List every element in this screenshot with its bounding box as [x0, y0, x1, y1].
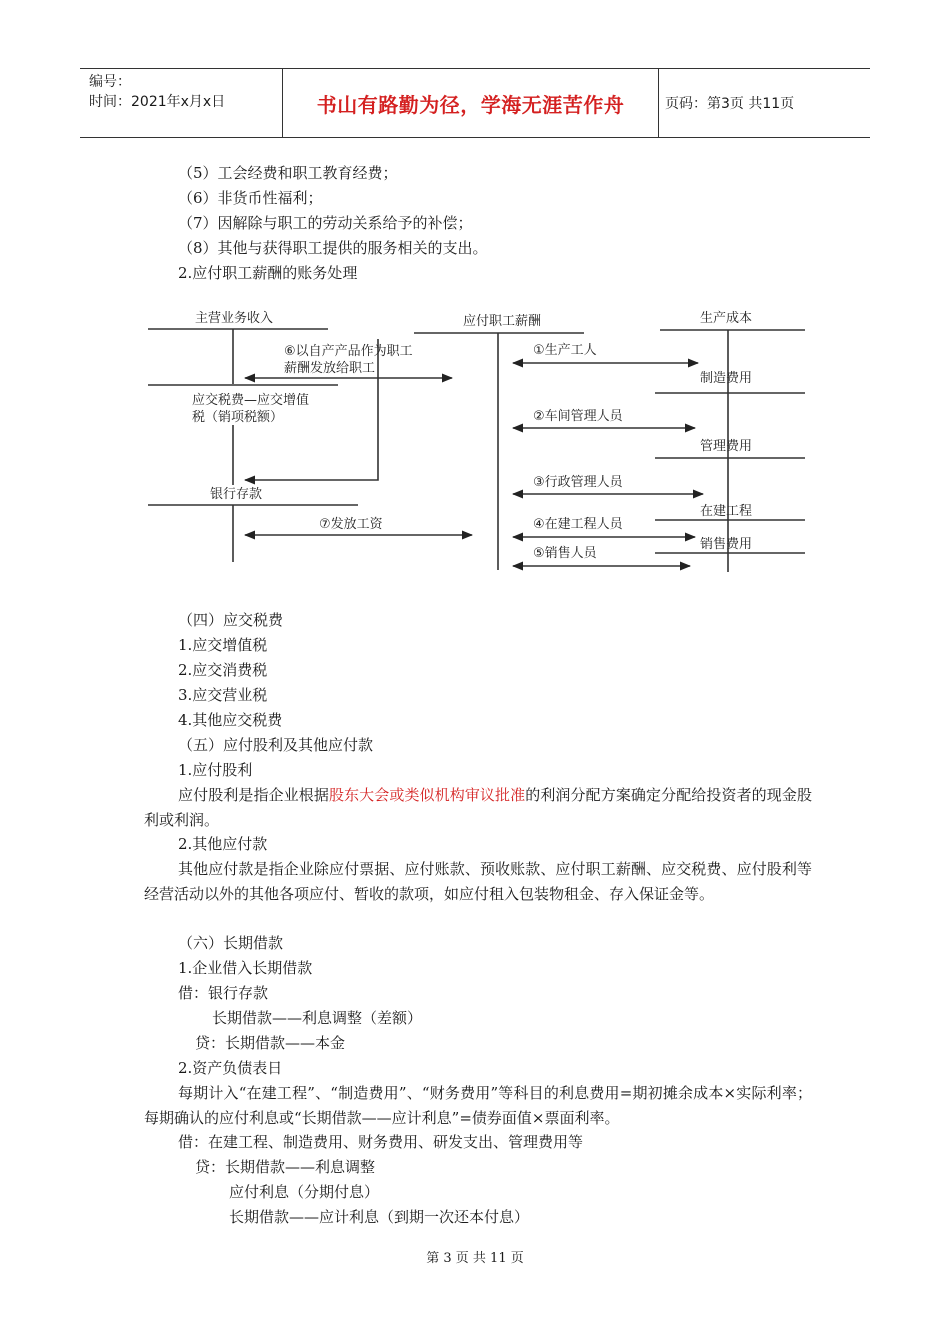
dividend-highlight: 股东大会或类似机构审议批准 — [328, 786, 526, 804]
code-label: 编号： — [89, 74, 131, 90]
section-heading: （六）长期借款 — [178, 934, 284, 952]
list-item: （5）工会经费和职工教育经费； — [178, 164, 398, 182]
journal-line: 借：银行存款 — [178, 984, 269, 1002]
journal-line: 长期借款——应计利息（到期一次还本付息） — [229, 1208, 530, 1226]
journal-line: 借：在建工程、制造费用、财务费用、研发支出、管理费用等 — [178, 1133, 584, 1151]
list-item: （6）非货币性福利； — [178, 189, 323, 207]
list-item: 3.应交营业税 — [178, 686, 268, 704]
flow4-label: ④在建工程人员 — [533, 517, 623, 532]
flow6-label-line2: 薪酬发放给职工 — [284, 361, 376, 376]
other-payable-paragraph: 其他应付款是指企业除应付票据、应付账款、预收账款、应付职工薪酬、应交税费、应付股利等经营活动以外的其他各项应付、暂收的款项，如应付租入包装物租金、存入保证金等。 — [144, 860, 812, 903]
acct-selling-expense: 销售费用 — [700, 537, 753, 552]
acct-vat-line1: 应交税费—应交增值 — [192, 393, 310, 408]
section-heading: 2.应付职工薪酬的账务处理 — [178, 264, 358, 282]
list-item: 1.应交增值税 — [178, 636, 268, 654]
page-info: 页码：第3页 共11页 — [665, 96, 795, 112]
flow7-label: ⑦发放工资 — [319, 517, 383, 532]
dividend-text-after: 的利润分配方案确定分配给投资者的现金股利或利润。 — [144, 786, 812, 829]
page-footer: 第 3 页 共 11 页 — [426, 1251, 524, 1266]
list-item: （7）因解除与职工的劳动关系给予的补偿； — [178, 214, 473, 232]
list-item: 2.应交消费税 — [178, 661, 268, 679]
journal-line: 贷：长期借款——利息调整 — [195, 1158, 376, 1176]
list-item: 2.资产负债表日 — [178, 1059, 283, 1077]
acct-main-revenue: 主营业务收入 — [195, 311, 274, 326]
journal-line: 长期借款——利息调整（差额） — [212, 1009, 423, 1027]
flow6-label-line1: ⑥以自产产品作为职工 — [284, 344, 413, 359]
flow5-label: ⑤销售人员 — [533, 546, 597, 561]
acct-construction: 在建工程 — [700, 504, 753, 519]
acct-vat-line2: 税（销项税额） — [192, 410, 284, 425]
journal-line: 应付利息（分期付息） — [229, 1183, 380, 1201]
list-item: （8）其他与获得职工提供的服务相关的支出。 — [178, 239, 488, 257]
list-item: 4.其他应交税费 — [178, 711, 283, 729]
interest-paragraph: 每期计入“在建工程”、“制造费用”、“财务费用”等科目的利息费用=期初摊余成本×实际利率；每期确认的应付利息或“长期借款——应计利息”=债券面值×票面利率。 — [144, 1084, 812, 1127]
section-heading: 2.其他应付款 — [178, 835, 268, 853]
time-label: 时间：2021年x月x日 — [89, 94, 226, 110]
section-heading: （四）应交税费 — [178, 611, 284, 629]
acct-admin-expense: 管理费用 — [700, 439, 753, 454]
acct-bank: 银行存款 — [210, 487, 263, 502]
payroll-flow-diagram — [0, 0, 950, 600]
dividend-text-before: 应付股利是指企业根据 — [178, 786, 329, 804]
flow1-label: ①生产工人 — [533, 343, 597, 358]
motto: 书山有路勤为径，学海无涯苦作舟 — [316, 92, 625, 117]
acct-production-cost: 生产成本 — [700, 311, 753, 326]
section-heading: （五）应付股利及其他应付款 — [178, 736, 374, 754]
flow3-label: ③行政管理人员 — [533, 475, 623, 490]
acct-mfg-overhead: 制造费用 — [700, 371, 753, 386]
flow2-label: ②车间管理人员 — [533, 409, 623, 424]
list-item: 1.企业借入长期借款 — [178, 959, 313, 977]
journal-line: 贷：长期借款——本金 — [195, 1034, 346, 1052]
acct-payroll: 应付职工薪酬 — [463, 314, 542, 329]
list-item: 1.应付股利 — [178, 761, 253, 779]
dividend-paragraph — [144, 783, 812, 832]
